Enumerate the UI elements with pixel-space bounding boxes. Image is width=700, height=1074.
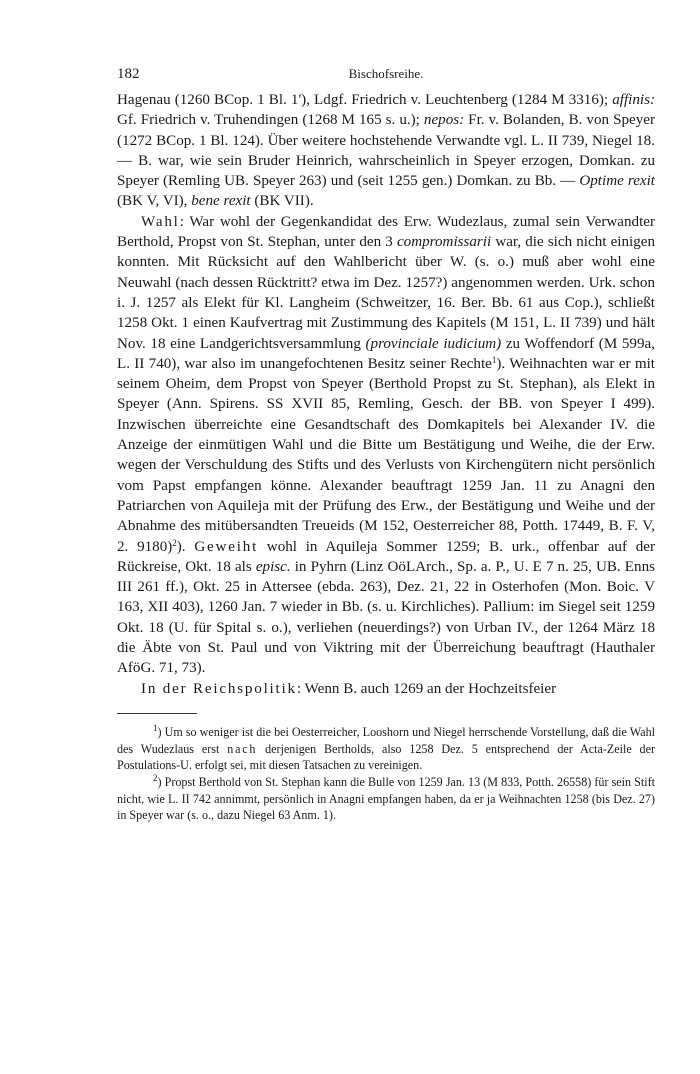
paragraph-politics (117, 679, 655, 699)
italic-term: compromissarii (396, 234, 492, 251)
text-span: ). Weihnachten war er mit seinem Oheim, dem Propst von Speyer (Berthold Propst zu St. Stephan), als Elekt in Speyer (Ann. Spirens. SS XVII 85, Remling, Gesch. der BB. von Speyer I 499). Inzwischen überreichte eine Gesandtschaft des Domkapitels bei Alexander IV. die Anzeige der einmütigen Wahl und die Bitte um Bestätigung und Weihe, die der Erw. wegen der Verschuldung des Stifts und des Verlusts von Kirchengütern nicht persönlich vom Papst empfangen könne. Alexander beauftragt 1259 Jan. 11 zu Anagni den Patriarchen von Aquileja mit der Prüfung des Erw., der Bestätigung und Weihe und der Abnahme des mitübersandten Treueids (M 152, Oesterreicher 88, Potth. 17449, B. F. V, 2. 9180) (117, 355, 655, 555)
footnotes (117, 724, 655, 824)
paragraph-election (117, 212, 655, 679)
footnote-1 (117, 724, 655, 774)
footnote-2 (117, 774, 655, 824)
footnote-divider (117, 713, 197, 714)
italic-term: episc. (255, 558, 291, 575)
body-text (117, 90, 655, 699)
footnote-mark: 1 (153, 722, 158, 733)
footnote-ref-1[interactable]: 1 (491, 354, 497, 365)
text-span: Gf. Friedrich v. Truhendingen (1268 M 165 s. u.); (117, 112, 424, 129)
paragraph-relatives (117, 90, 655, 212)
text-span: ). (176, 538, 195, 555)
spaced-term: Geweiht (194, 538, 259, 555)
text-span: war, die sich nicht einigen konnten. Mit Rücksicht auf den Wahlbericht über W. (s. o.) muß aber wohl eine Neuwahl (nach dessen Rücktritt? etwa im Dez. 1257?) angenommen werden. Urk. schon i. J. 1257 als Elekt für Kl. Langheim (Schweitzer, 16. Ber. Bb. 61 aus Cop.), schließt 1258 Okt. 1 einen Kaufvertrag mit Zustimmung des Kapitels (M 151, L. II 739) und hält Nov. 18 eine Landgerichtsversammlung (117, 234, 655, 352)
text-span: (BK VII). (250, 193, 314, 210)
text-span: Hagenau (1260 BCop. 1 Bl. 1'), Ldgf. Friedrich v. Leuchtenberg (1284 M 3316); (117, 92, 613, 108)
spaced-term: nach (227, 741, 258, 756)
section-lead: Wahl (141, 213, 180, 230)
text-span: : War wohl der Gegenkandidat des Erw. Wudezlaus, zumal sein Verwandter Berthold, Propst von St. Stephan, unter den 3 (117, 213, 655, 251)
running-head (117, 62, 655, 88)
running-title: Bischofsreihe. (348, 66, 424, 81)
text-span: (BK V, VI), (117, 193, 192, 210)
italic-term: bene rexit (191, 193, 251, 210)
text-span: : Wenn B. auch 1269 an der Hochzeitsfeier (296, 680, 557, 697)
text-span: in Pyhrn (Linz OöLArch., Sp. a. P., U. E 7 n. 25, UB. Enns III 261 ff.), Okt. 25 in Attersee (ebda. 263), Dez. 21, 22 in Osterhofen (Mon. Boic. V 163, XII 403), 1260 Jan. 7 wieder in Bb. (s. u. Kirchliches). Pallium: im Siegel seit 1259 Okt. 18 (U. für Spital s. o.), verliehen (neuerdings?) von Urban IV., der 1264 März 18 die Äbte von St. Paul und von Viktring mit der Überreichung beauftragt (Hauthaler AföG. 71, 73). (117, 558, 655, 677)
italic-term: affinis: (612, 92, 655, 108)
italic-term: (provinciale iudicium) (365, 335, 502, 352)
footnote-ref-2[interactable]: 2 (172, 537, 177, 548)
text-span: ) Propst Berthold von St. Stephan kann die Bulle von 1259 Jan. 13 (M 833, Potth. 26558) für sein Stift nicht, wie L. II 742 annimmt, persönlich in Anagni empfangen haben, da er ja Weihnachten 1258 (bis Dez. 27) in Speyer war (s. o., dazu Niegel 63 Anm. 1). (117, 775, 655, 823)
text-span: Fr. v. Bolanden, B. von Speyer (1272 BCop. 1 Bl. 124). Über weitere hochstehende Verwandte vgl. L. II 739, Niegel 18. — B. war, wie sein Bruder Heinrich, wahrscheinlich in Speyer erzogen, Domkan. zu Speyer (Remling UB. Speyer 263) und (seit 1255 gen.) Domkan. zu Bb. — (117, 112, 656, 190)
italic-term: nepos: (423, 112, 465, 129)
footnote-mark: 2 (153, 773, 158, 784)
text-span: zu Woffendorf (M 599a, L. II 740), war also im unangefochtenen Besitz seiner Rechte (117, 335, 655, 372)
section-lead: In der Reichspolitik (141, 680, 297, 697)
text-span: derjenigen Bertholds, also 1258 Dez. 5 entsprechend der Acta-Zeile der Postulations-U. erfolgt sei, mit diesen Tatsachen zu vereinigen. (117, 741, 655, 773)
italic-term: Optime rexit (579, 173, 655, 190)
page-number: 182 (117, 66, 140, 82)
book-page (117, 62, 655, 824)
text-span: ) Um so weniger ist die bei Oesterreicher, Looshorn und Niegel herrschende Vorstellung, daß die Wahl des Wudezlaus erst (117, 724, 655, 756)
text-span: wohl in Aquileja Sommer 1259; B. urk., offenbar auf der Rückreise, Okt. 18 als (117, 538, 655, 575)
